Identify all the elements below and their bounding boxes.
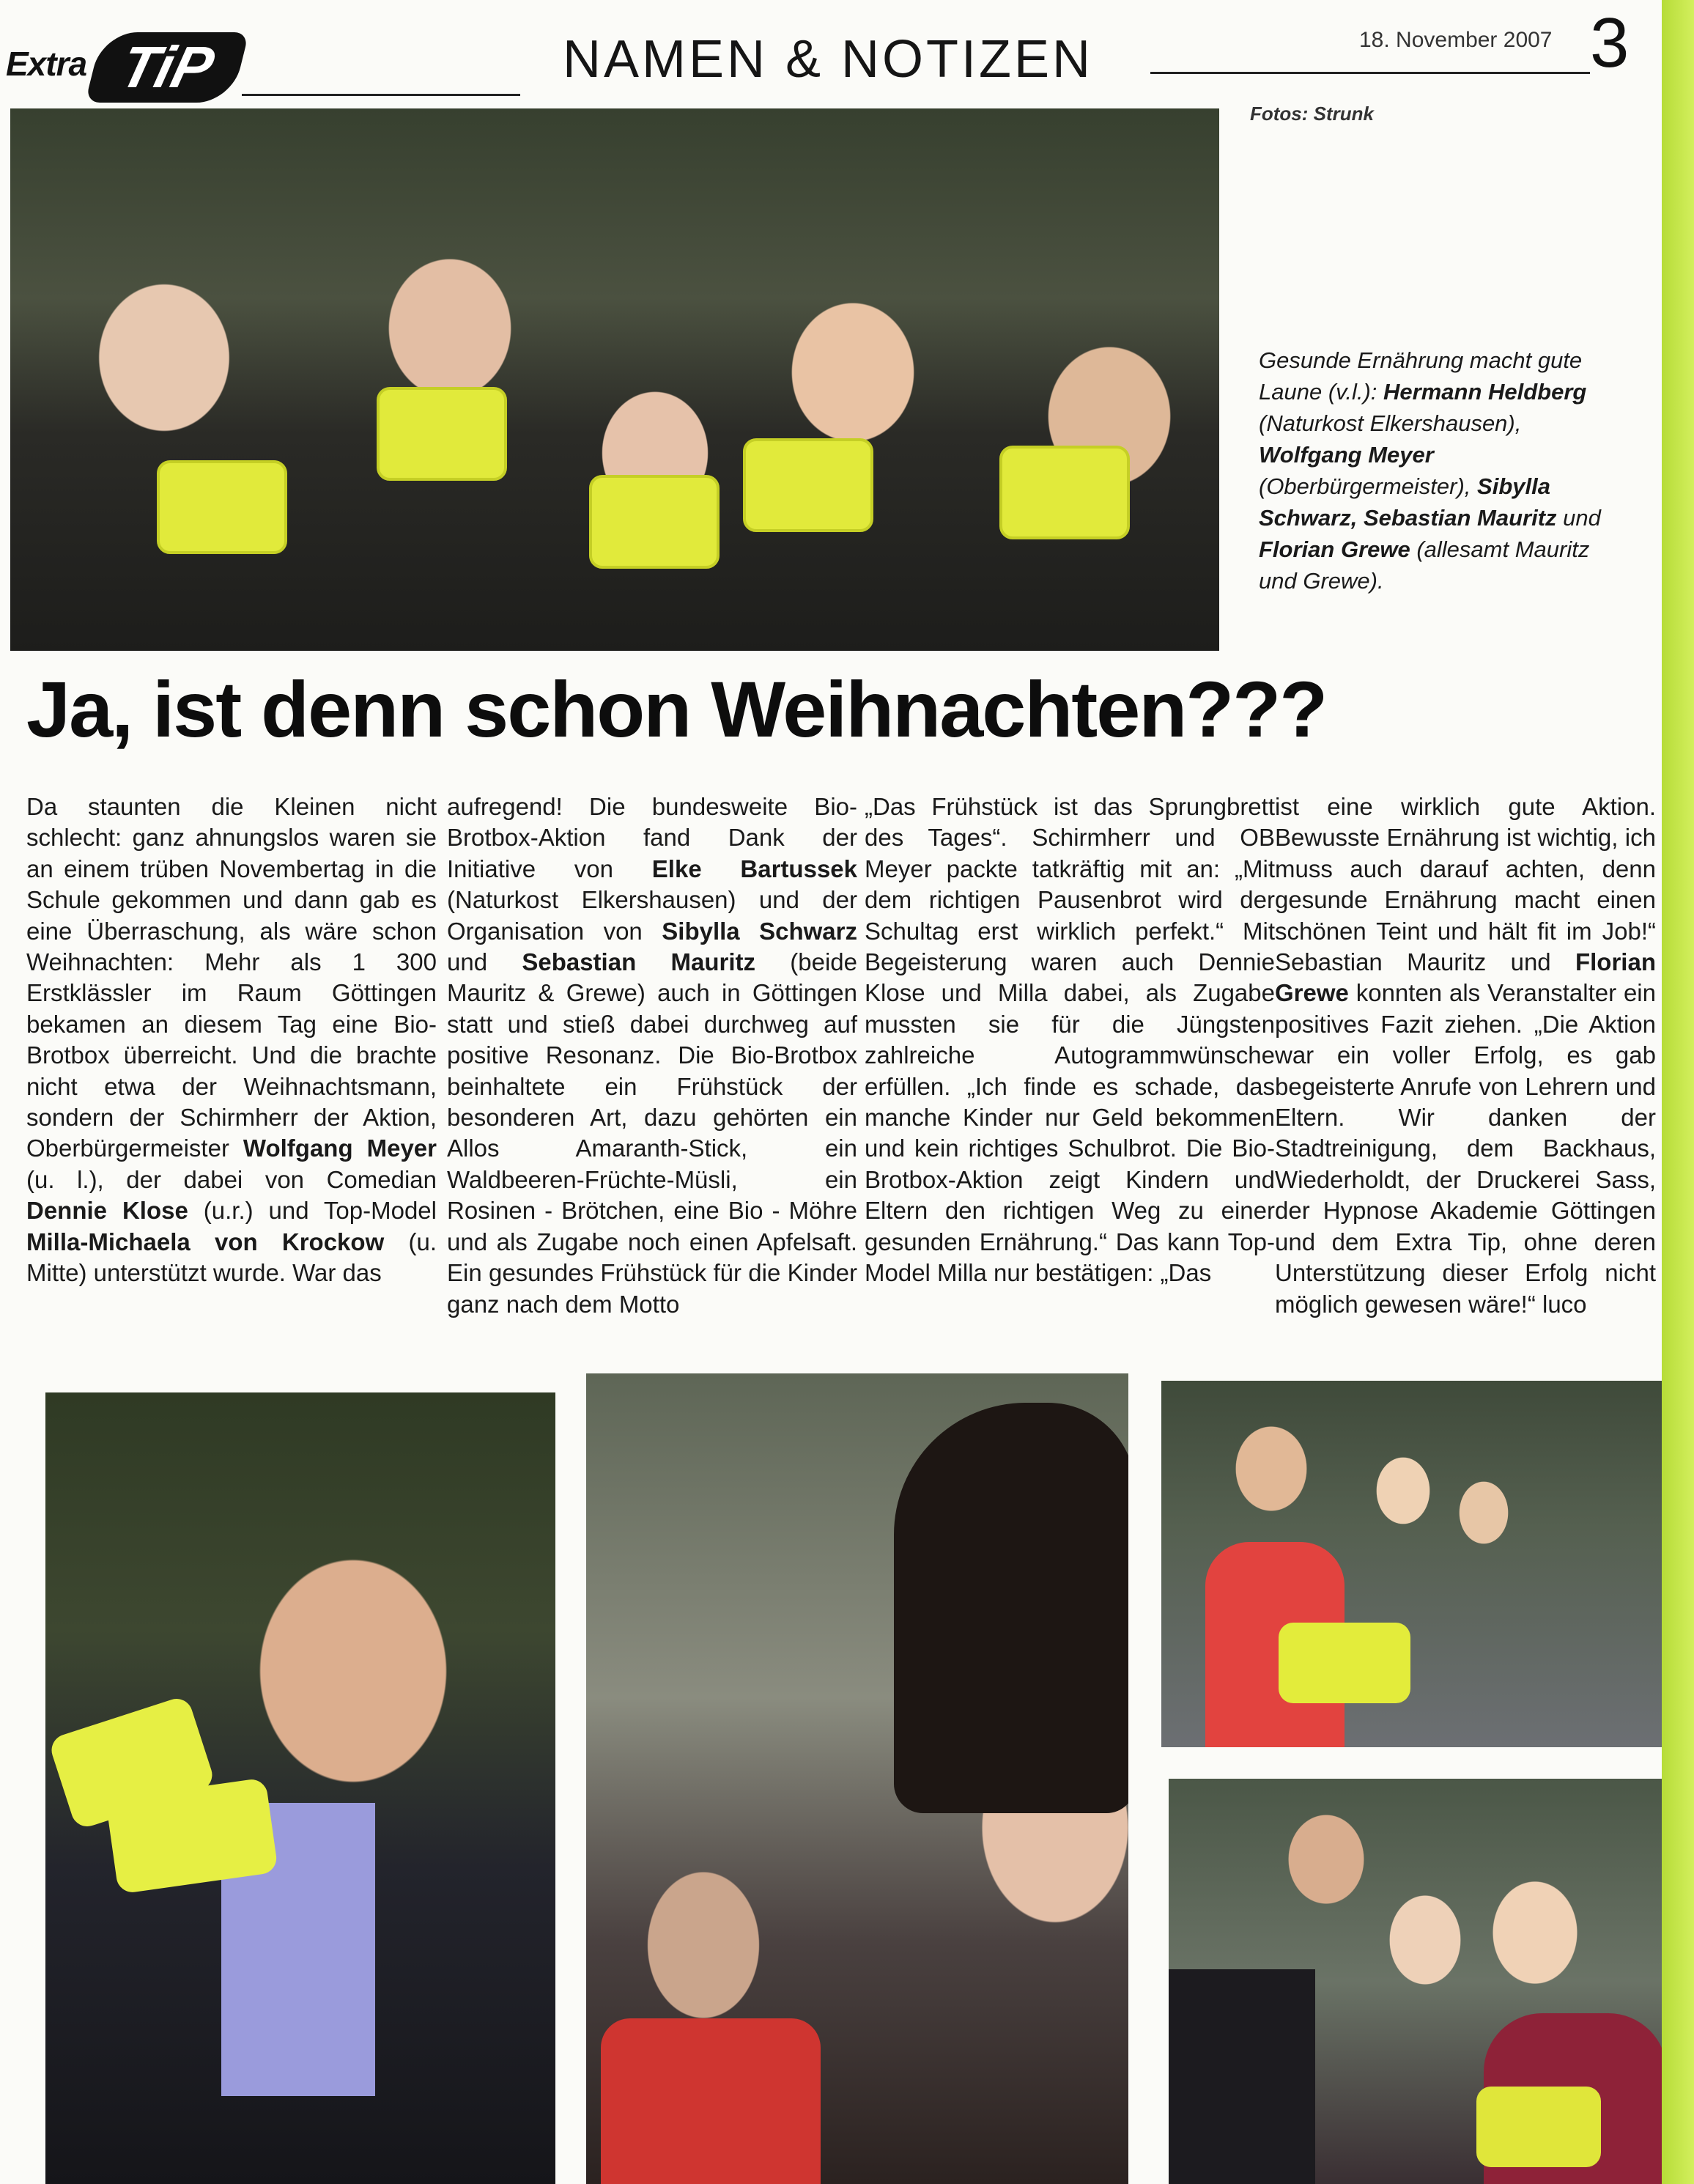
- column-4-text: [1275, 792, 1656, 1320]
- caption-text-1: (Naturkost Elkershausen),: [1259, 410, 1522, 436]
- photo-credit: Fotos: Strunk: [1250, 103, 1374, 125]
- c4-name-grewe: Florian Grewe: [1275, 948, 1656, 1007]
- c1-text-d: (u.r.) und Top-Model: [188, 1197, 437, 1225]
- article-column-3: [865, 792, 1275, 1289]
- article-column-1: [26, 792, 437, 1289]
- caption-text-3: und: [1556, 505, 1601, 531]
- c2-text-a: aufregend! Die bundesweite Bio-Brotbox-Aktion fand Dank der Initiative von: [447, 793, 857, 882]
- issue-date: 18. November 2007: [1359, 28, 1553, 52]
- c2-name-mauritz: Sebastian Mauritz: [522, 948, 755, 976]
- logo-extra-text: Extra: [6, 45, 87, 83]
- c1-name-krockow: Milla-Michaela von Krockow: [26, 1228, 385, 1255]
- photo-model-with-children: [586, 1373, 1128, 2184]
- c1-text-c: (u. l.), der dabei von Comedian: [26, 1165, 437, 1193]
- extra-tip-logo: [6, 29, 248, 110]
- caption-name-schwarz-mauritz: Sibylla Schwarz, Sebastian Mauritz: [1259, 473, 1557, 531]
- caption-name-grewe: Florian Grewe: [1259, 536, 1410, 562]
- c2-text-d: und: [447, 948, 522, 976]
- article-column-4: [1275, 792, 1656, 1320]
- column-1-text: [26, 792, 437, 1289]
- c1-text-e: (u. Mitte) unterstützt wurde. War das: [26, 1228, 437, 1287]
- photo-mayor-with-brotbox: [45, 1392, 555, 2184]
- c1-name-meyer: Wolfgang Meyer: [243, 1135, 437, 1162]
- caption-lead: Gesunde Ernährung macht gute Laune (v.l.):: [1259, 347, 1583, 405]
- logo-tip-text: TiP: [114, 34, 221, 100]
- caption-text-4: (allesamt Mauritz und Grewe).: [1259, 536, 1590, 594]
- c4-text-a: ist eine wirklich gute Aktion. Bewusste Ernährung ist wichtig, ich muss auch darauf achten, denn gesunde Ernährung macht einen schönen Teint und hält fit im Job!“ Sebastian Mauritz und: [1275, 793, 1656, 976]
- article-column-2: [447, 792, 857, 1320]
- photo-comedian-with-children: [1169, 1779, 1682, 2184]
- photo-caption: [1259, 344, 1603, 597]
- logo-tip-mark: [85, 32, 249, 103]
- c2-text-e: (beide Mauritz & Grewe) auch in Göttingen statt und stieß dabei durchweg auf positive Resonanz. Die Bio-Brotbox beinhaltete ein Frühstück der besonderen Art, dazu gehörten ein Allos Amaranth-Stick, ein Waldbeeren-Früchte-Müsli, ein Rosinen - Brötchen, eine Bio - Möhre und als Zugabe noch einen Apfelsaft. Ein gesundes Frühstück für die Kinder ganz nach dem Motto: [447, 948, 857, 1318]
- group-photo: [10, 108, 1219, 651]
- masthead-rule-right: [1150, 72, 1590, 74]
- photo-children-in-line: [1161, 1381, 1682, 1747]
- caption-name-heldberg: Hermann Heldberg: [1383, 379, 1587, 405]
- c4-text-c: konnten als Veranstalter ein positives Fazit ziehen. „Die Aktion war ein voller Erfolg, es gab begeisterte Anrufe von Lehrern und Eltern. Wir danken der Stadtreinigung, dem Backhaus, Wiederholdt, der Druckerei Sass, der Hypnose Akademie Göttingen und dem Extra Tip, ohne deren Unterstützung dieser Erfolg nicht möglich gewesen wäre!“ luco: [1275, 979, 1656, 1318]
- c2-text-c: (Naturkost Elkershausen) und der Organisation von: [447, 886, 857, 945]
- column-3-text: „Das Frühstück ist das Sprungbrett des Tages“. Schirmherr und OB Meyer packte tatkräftig mit an: „Mit dem richtigen Pausenbrot wird der Schultag erst wirklich perfekt.“ Mit Begeisterung waren auch Dennie Klose und Milla dabei, als Zugabe mussten sie für die Jüngsten zahlreiche Autogrammwünsche erfüllen. „Ich finde es schade, das manche Kinder nur Geld bekommen und kein richtiges Schulbrot. Die Bio-Brotbox-Aktion zeigt Kindern und Eltern den richtigen Weg zu einer gesunden Ernährung.“ Das kann Top-Model Milla nur bestätigen: „Das: [865, 793, 1275, 1287]
- c2-name-schwarz: Sibylla Schwarz: [662, 917, 858, 945]
- section-title: NAMEN & NOTIZEN: [562, 30, 1094, 89]
- column-2-text: [447, 792, 857, 1320]
- c2-name-bartussek: Elke Bartussek: [651, 855, 858, 882]
- background-edge: [1662, 0, 1694, 2184]
- masthead-rule-left: [242, 94, 520, 96]
- caption-text-2: (Oberbürgermeister),: [1259, 473, 1478, 499]
- c1-text-a: Da staunten die Kleinen nicht schlecht: ganz ahnungslos waren sie an einem trüben Novembertag in die Schule gekommen und dann gab es eine Überraschung, als wäre schon Weihnachten: Mehr als 1 300 Erstklässler im Raum Göttingen bekamen an diesem Tag eine Bio-Brotbox überreicht. Und die brachte nicht etwa der Weihnachtsmann, sondern der Schirmherr der Aktion, Oberbürgermeister: [26, 793, 437, 1162]
- caption-name-meyer: Wolfgang Meyer: [1259, 442, 1434, 468]
- c1-name-klose: Dennie Klose: [26, 1197, 188, 1225]
- page-number: 3: [1590, 4, 1630, 82]
- article-headline: Ja, ist denn schon Weihnachten???: [26, 665, 1327, 753]
